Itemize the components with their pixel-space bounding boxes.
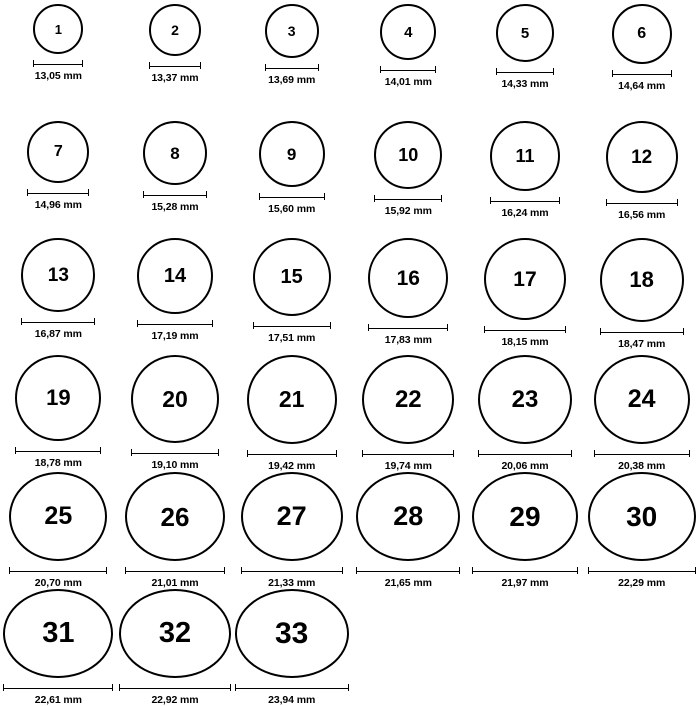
diameter-value: 14,64 mm (618, 80, 666, 92)
ring-size-cell[interactable] (583, 472, 700, 589)
ring-circle (21, 238, 95, 312)
diameter-measure (241, 567, 343, 589)
diameter-value: 16,56 mm (618, 209, 666, 221)
ring-size-label: 32 (158, 617, 192, 649)
ring-size-label: 33 (274, 616, 309, 650)
ring-size-label: 9 (286, 144, 297, 164)
diameter-measure (362, 450, 454, 472)
diameter-value: 18,78 mm (34, 457, 82, 469)
ring-size-cell[interactable] (233, 121, 350, 238)
diameter-value: 17,19 mm (151, 330, 199, 342)
diameter-measure (33, 60, 83, 82)
ring-size-cell[interactable] (350, 472, 467, 589)
ring-size-cell[interactable] (350, 121, 467, 238)
ring-size-label: 31 (42, 617, 75, 649)
measure-bar-icon (149, 62, 201, 69)
diameter-value: 23,94 mm (268, 694, 316, 706)
diameter-measure (3, 684, 113, 706)
ring-size-cell[interactable] (0, 472, 117, 589)
measure-bar-icon (265, 64, 319, 71)
ring-circle (143, 121, 207, 185)
ring-size-label: 27 (276, 501, 307, 531)
ring-circle (484, 238, 566, 320)
ring-circle (606, 121, 678, 193)
ring-size-cell[interactable] (117, 355, 234, 472)
ring-size-cell[interactable] (117, 121, 234, 238)
ring-circle (368, 238, 448, 318)
ring-size-cell[interactable] (233, 472, 350, 589)
ring-circle (235, 589, 349, 678)
diameter-value: 13,37 mm (151, 72, 199, 84)
measure-bar-icon (588, 567, 696, 574)
ring-size-cell[interactable] (233, 4, 350, 121)
measure-bar-icon (131, 449, 219, 456)
diameter-measure (368, 324, 448, 346)
diameter-value: 17,51 mm (268, 332, 316, 344)
ring-size-label: 18 (629, 267, 654, 292)
ring-circle (374, 121, 442, 189)
diameter-value: 15,92 mm (384, 205, 432, 217)
diameter-measure (137, 320, 213, 342)
ring-size-label: 30 (626, 500, 658, 532)
diameter-measure (594, 450, 690, 472)
measure-bar-icon (490, 197, 560, 204)
ring-size-cell[interactable] (117, 238, 234, 355)
ring-size-label: 3 (287, 23, 296, 39)
ring-size-label: 5 (520, 24, 530, 42)
ring-size-cell[interactable] (583, 121, 700, 238)
measure-bar-icon (259, 193, 325, 200)
diameter-value: 20,38 mm (618, 460, 666, 472)
diameter-measure (612, 70, 672, 92)
ring-circle (612, 4, 672, 64)
measure-bar-icon (235, 684, 349, 691)
measure-bar-icon (380, 66, 436, 73)
ring-size-cell[interactable] (233, 589, 350, 706)
diameter-value: 16,87 mm (34, 328, 82, 340)
ring-size-label: 1 (54, 21, 62, 37)
diameter-value: 22,92 mm (151, 694, 199, 706)
ring-size-label: 12 (631, 146, 653, 168)
measure-bar-icon (143, 191, 207, 198)
diameter-measure (125, 567, 225, 589)
diameter-value: 20,70 mm (34, 577, 82, 589)
measure-bar-icon (600, 328, 684, 335)
measure-bar-icon (472, 567, 578, 574)
ring-size-cell[interactable] (0, 238, 117, 355)
ring-size-label: 4 (404, 23, 413, 41)
ring-circle (265, 4, 319, 58)
diameter-value: 17,83 mm (384, 334, 432, 346)
measure-bar-icon (368, 324, 448, 331)
ring-circle (496, 4, 554, 62)
diameter-value: 19,74 mm (384, 460, 432, 472)
measure-bar-icon (247, 450, 337, 457)
diameter-value: 14,96 mm (34, 199, 82, 211)
ring-size-label: 28 (393, 501, 424, 531)
diameter-measure (235, 684, 349, 706)
ring-size-cell[interactable] (0, 121, 117, 238)
ring-size-label: 22 (394, 385, 422, 413)
diameter-measure (380, 66, 436, 88)
ring-circle (137, 238, 213, 314)
ring-circle (472, 472, 578, 561)
ring-size-label: 17 (513, 267, 537, 291)
ring-size-cell[interactable] (467, 472, 584, 589)
ring-circle (259, 121, 325, 187)
ring-size-label: 11 (515, 146, 535, 166)
ring-size-label: 29 (509, 500, 541, 532)
diameter-value: 14,33 mm (501, 78, 549, 90)
diameter-value: 22,29 mm (618, 577, 666, 589)
diameter-measure (496, 68, 554, 90)
diameter-measure (490, 197, 560, 219)
ring-size-cell[interactable] (467, 238, 584, 355)
ring-size-cell[interactable] (233, 355, 350, 472)
diameter-value: 20,06 mm (501, 460, 549, 472)
ring-circle (356, 472, 460, 561)
ring-size-label: 19 (46, 385, 71, 410)
ring-size-label: 20 (162, 385, 188, 412)
ring-size-cell[interactable] (117, 472, 234, 589)
ring-circle (125, 472, 225, 561)
ring-circle (478, 355, 572, 444)
measure-bar-icon (119, 684, 231, 691)
measure-bar-icon (484, 326, 566, 333)
measure-bar-icon (374, 195, 442, 202)
ring-size-cell[interactable] (350, 238, 467, 355)
ring-circle (490, 121, 560, 191)
diameter-value: 13,05 mm (34, 70, 82, 82)
measure-bar-icon (478, 450, 572, 457)
diameter-value: 13,69 mm (268, 74, 316, 86)
measure-bar-icon (137, 320, 213, 327)
diameter-value: 15,28 mm (151, 201, 199, 213)
ring-size-label: 15 (280, 266, 303, 288)
diameter-value: 21,65 mm (384, 577, 432, 589)
measure-bar-icon (253, 322, 331, 329)
ring-size-cell[interactable] (0, 589, 117, 706)
ring-size-label: 21 (278, 386, 305, 412)
diameter-value: 21,33 mm (268, 577, 316, 589)
ring-circle (588, 472, 696, 561)
measure-bar-icon (27, 189, 89, 196)
measure-bar-icon (356, 567, 460, 574)
ring-size-label: 25 (44, 502, 73, 530)
measure-bar-icon (21, 318, 95, 325)
diameter-value: 16,24 mm (501, 207, 549, 219)
ring-size-cell[interactable] (117, 589, 234, 706)
diameter-measure (478, 450, 572, 472)
measure-bar-icon (241, 567, 343, 574)
diameter-measure (9, 567, 107, 589)
ring-circle (362, 355, 454, 444)
diameter-value: 18,47 mm (618, 338, 666, 350)
ring-size-label: 2 (171, 22, 179, 38)
measure-bar-icon (606, 199, 678, 206)
ring-size-label: 10 (398, 145, 419, 165)
diameter-measure (606, 199, 678, 221)
diameter-measure (600, 328, 684, 350)
diameter-measure (149, 62, 201, 84)
ring-circle (15, 355, 101, 441)
diameter-value: 19,10 mm (151, 459, 199, 471)
measure-bar-icon (125, 567, 225, 574)
ring-circle (27, 121, 89, 183)
ring-size-cell[interactable] (467, 4, 584, 121)
ring-size-cell[interactable] (117, 4, 234, 121)
diameter-measure (472, 567, 578, 589)
ring-size-cell[interactable] (583, 4, 700, 121)
diameter-measure (15, 447, 101, 469)
ring-size-label: 24 (627, 385, 656, 413)
ring-circle (380, 4, 436, 60)
ring-size-label: 7 (53, 143, 63, 160)
ring-size-label: 6 (637, 25, 647, 42)
diameter-value: 22,61 mm (34, 694, 82, 706)
diameter-value: 14,01 mm (384, 76, 432, 88)
ring-circle (600, 238, 684, 322)
diameter-measure (21, 318, 95, 340)
ring-size-cell[interactable] (467, 121, 584, 238)
measure-bar-icon (33, 60, 83, 67)
diameter-measure (259, 193, 325, 215)
ring-size-label: 26 (160, 501, 190, 532)
ring-size-label: 16 (396, 266, 420, 290)
measure-bar-icon (15, 447, 101, 454)
measure-bar-icon (496, 68, 554, 75)
ring-circle (253, 238, 331, 316)
ring-size-cell[interactable] (467, 355, 584, 472)
ring-size-cell[interactable] (583, 238, 700, 355)
measure-bar-icon (3, 684, 113, 691)
diameter-value: 21,97 mm (501, 577, 549, 589)
diameter-measure (588, 567, 696, 589)
ring-size-label: 13 (47, 264, 69, 286)
ring-size-label: 23 (511, 385, 539, 413)
diameter-measure (131, 449, 219, 471)
ring-circle (33, 4, 83, 54)
ring-circle (3, 589, 113, 678)
ring-circle (241, 472, 343, 561)
ring-size-cell[interactable] (233, 238, 350, 355)
diameter-measure (119, 684, 231, 706)
diameter-measure (484, 326, 566, 348)
measure-bar-icon (612, 70, 672, 77)
measure-bar-icon (362, 450, 454, 457)
measure-bar-icon (9, 567, 107, 574)
ring-size-label: 8 (170, 143, 180, 163)
diameter-measure (265, 64, 319, 86)
ring-circle (119, 589, 231, 678)
ring-size-cell[interactable] (583, 355, 700, 472)
ring-circle (131, 355, 219, 443)
diameter-measure (356, 567, 460, 589)
ring-circle (149, 4, 201, 56)
measure-bar-icon (594, 450, 690, 457)
diameter-measure (247, 450, 337, 472)
diameter-value: 19,42 mm (268, 460, 316, 472)
ring-size-cell[interactable] (350, 4, 467, 121)
diameter-measure (143, 191, 207, 213)
diameter-value: 15,60 mm (268, 203, 316, 215)
ring-circle (594, 355, 690, 444)
ring-size-cell[interactable] (0, 4, 117, 121)
ring-circle (9, 472, 107, 561)
diameter-value: 18,15 mm (501, 336, 549, 348)
ring-size-cell[interactable] (350, 355, 467, 472)
diameter-value: 21,01 mm (151, 577, 199, 589)
diameter-measure (374, 195, 442, 217)
ring-size-cell[interactable] (0, 355, 117, 472)
diameter-measure (253, 322, 331, 344)
ring-size-label: 14 (163, 265, 187, 287)
diameter-measure (27, 189, 89, 211)
ring-circle (247, 355, 337, 444)
